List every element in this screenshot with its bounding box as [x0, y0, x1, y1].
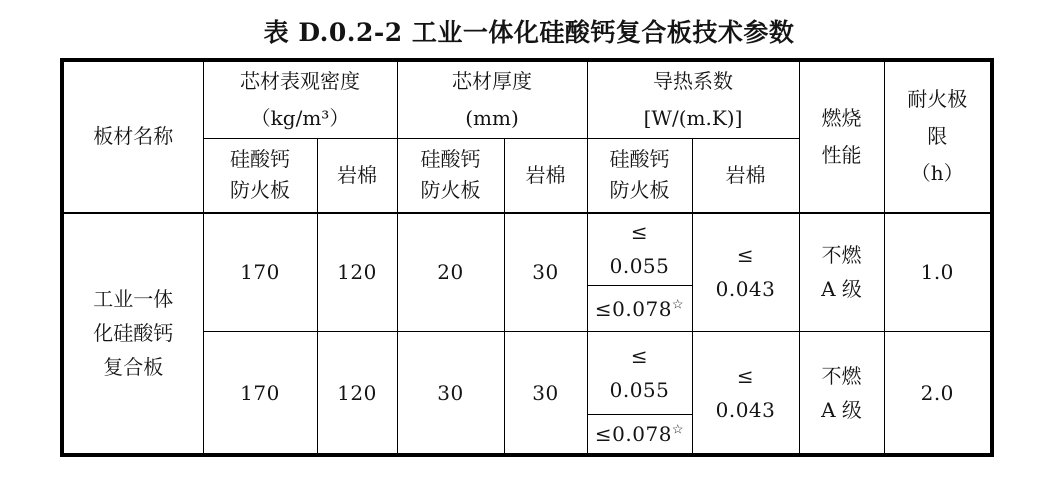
combustion-line1: 不燃 [821, 363, 862, 388]
cell-row2-cond-rockwool [692, 332, 799, 455]
header-combustion-performance [799, 60, 884, 213]
header-fire-limit-unit: （h） [910, 161, 964, 186]
subheader-label: 防火板 [230, 178, 290, 203]
header-core-thickness-line1: 芯材厚度 [452, 69, 532, 94]
combustion-line2: A 级 [821, 277, 862, 302]
cell-row2-combustion [799, 332, 884, 455]
cell-row2-cond-calcium-main [587, 332, 692, 415]
cond-value: 0.043 [715, 397, 776, 422]
table-title: 表 D.0.2-2 工业一体化硅酸钙复合板技术参数 [263, 18, 795, 47]
subheader-label: 防火板 [609, 178, 670, 203]
header-thermal-conductivity-line1: 导热系数 [653, 69, 733, 94]
cell-row2-density-rockwool: 120 [317, 332, 397, 455]
header-thermal-conductivity-unit: [W/(m.K)] [643, 106, 743, 131]
subheader-label: 岩棉 [337, 162, 377, 187]
subheader-thickness-rockwool [504, 139, 587, 213]
subheader-label: 硅酸钙 [420, 147, 481, 172]
subheader-label: 防火板 [420, 178, 481, 203]
cell-board-name-line2: 化硅酸钙 [93, 321, 174, 346]
cond-value: 0.055 [609, 254, 670, 279]
cond-alt-value: ≤0.078 [594, 422, 672, 447]
subheader-conductivity-rockwool [692, 139, 799, 213]
cond-alt-value: ≤0.078 [594, 296, 672, 321]
cell-row1-density-rockwool: 120 [317, 213, 397, 332]
cond-symbol: ≤ [736, 363, 755, 388]
combustion-line2: A 级 [821, 397, 862, 422]
header-combustion-line1: 燃烧 [821, 105, 862, 130]
cell-board-name-line1: 工业一体 [93, 287, 174, 312]
header-core-thickness [397, 60, 587, 139]
combustion-line1: 不燃 [821, 243, 862, 268]
cond-symbol: ≤ [736, 243, 755, 268]
subheader-conductivity-calcium-board [587, 139, 692, 213]
cell-board-name [62, 213, 203, 455]
cell-row2-density-calcium: 170 [203, 332, 317, 455]
cell-board-name-line3: 复合板 [103, 355, 164, 380]
cell-row1-cond-calcium-main [587, 213, 692, 286]
cond-symbol: ≤ [630, 220, 649, 245]
header-core-density-unit: （kg/m³） [250, 106, 350, 131]
subheader-label: 硅酸钙 [609, 147, 670, 172]
header-combustion-line2: 性能 [821, 142, 862, 167]
cell-row2-cond-calcium-alt [587, 415, 692, 455]
cond-symbol: ≤ [630, 344, 649, 369]
cond-value: 0.043 [715, 277, 776, 302]
cell-row1-cond-rockwool [692, 213, 799, 332]
subheader-density-calcium-board [203, 139, 317, 213]
star-icon: ☆ [671, 422, 685, 438]
cell-row1-thickness-calcium: 20 [397, 213, 504, 332]
star-icon: ☆ [671, 296, 685, 312]
subheader-label: 硅酸钙 [230, 147, 290, 172]
cell-row1-combustion [799, 213, 884, 332]
header-core-density-line1: 芯材表观密度 [240, 69, 360, 94]
cond-value: 0.055 [609, 378, 670, 403]
header-core-thickness-unit: (mm) [465, 106, 519, 131]
header-thermal-conductivity [587, 60, 799, 139]
cell-row1-density-calcium: 170 [203, 213, 317, 332]
header-fire-limit-line2: 限 [927, 124, 948, 149]
cell-row2-fire-limit: 2.0 [884, 332, 992, 455]
header-core-density [203, 60, 397, 139]
subheader-thickness-calcium-board [397, 139, 504, 213]
header-board-name [62, 60, 203, 213]
cell-row2-thickness-rockwool: 30 [504, 332, 587, 455]
cell-row1-cond-calcium-alt [587, 285, 692, 331]
cell-row1-thickness-rockwool: 30 [504, 213, 587, 332]
subheader-label: 岩棉 [725, 162, 766, 187]
cell-row1-fire-limit: 1.0 [884, 213, 992, 332]
header-fire-limit-line1: 耐火极 [907, 87, 968, 112]
header-fire-resistance-limit [884, 60, 992, 213]
header-board-name-label: 板材名称 [93, 124, 174, 149]
spec-table [60, 58, 994, 457]
subheader-label: 岩棉 [525, 162, 566, 187]
subheader-density-rockwool [317, 139, 397, 213]
cell-row2-thickness-calcium: 30 [397, 332, 504, 455]
